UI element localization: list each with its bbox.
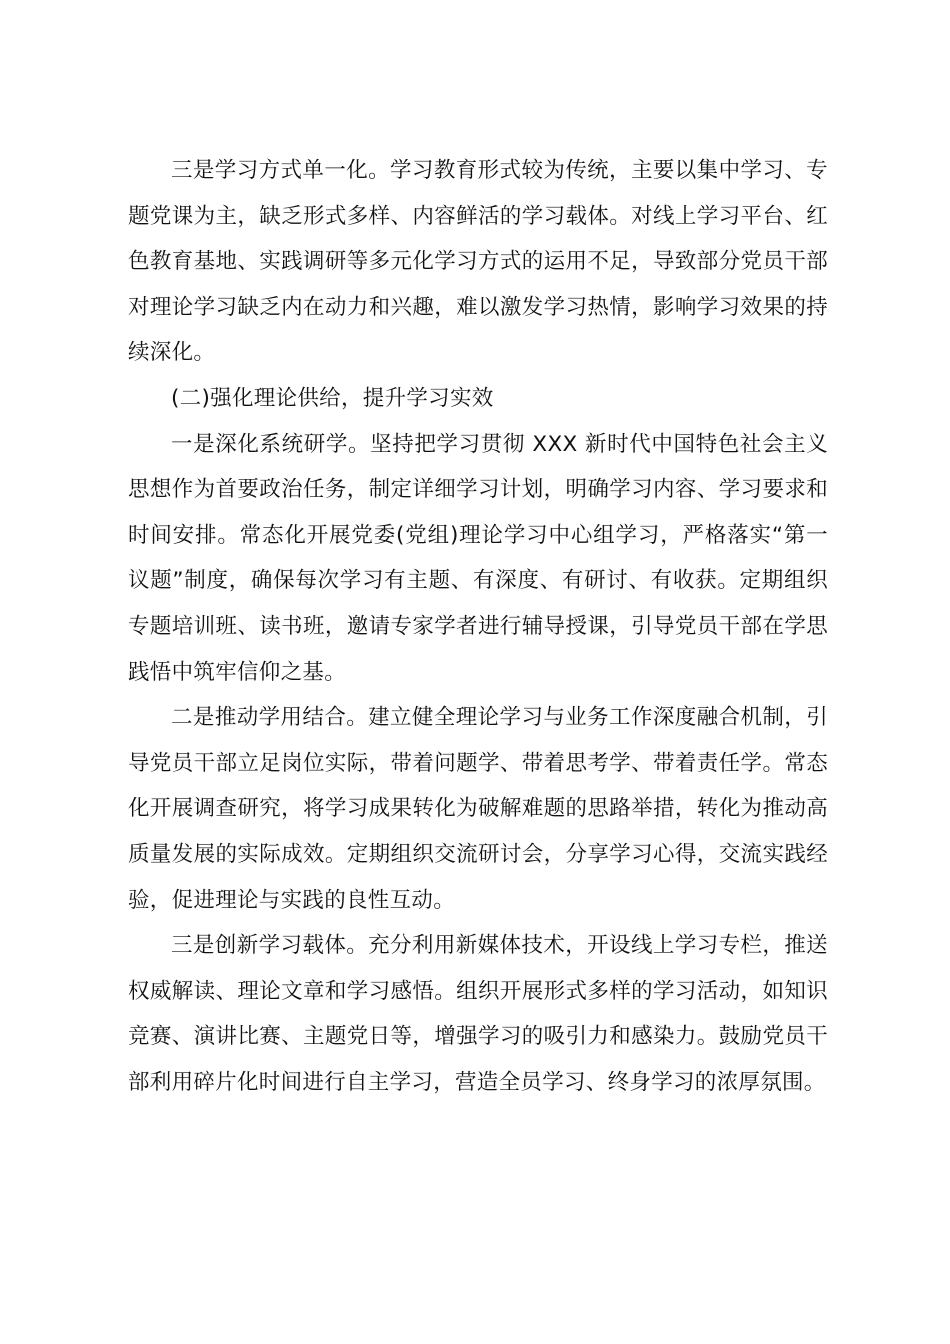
paragraph-learning-method: 三是学习方式单一化。学习教育形式较为传统，主要以集中学习、专题党课为主，缺乏形式多样、内容鲜活的学习载体。对线上学习平台、红色教育基地、实践调研等多元化学习方式的运用不足，导致部分党员干部对理论学习缺乏内在动力和兴趣，难以激发学习热情，影响学习效果的持续深化。 bbox=[128, 158, 828, 366]
document-body bbox=[128, 148, 828, 1105]
section-heading-theory-supply: (二)强化理论供给，提升学习实效 bbox=[171, 385, 494, 411]
paragraph-systematic-study: 一是深化系统研学。坚持把学习贯彻 XXX 新时代中国特色社会主义思想作为首要政治任务，制定详细学习计划，明确学习内容、学习要求和时间安排。常态化开展党委(党组)理论学习中心组学习，严格落实“第一议题”制度，确保每次学习有主题、有深度、有研讨、有收获。定期组织专题培训班、读书班，邀请专家学者进行辅导授课，引导党员干部在学思践悟中筑牢信仰之基。 bbox=[128, 431, 828, 685]
paragraph-study-application: 二是推动学用结合。建立健全理论学习与业务工作深度融合机制，引导党员干部立足岗位实际，带着问题学、带着思考学、带着责任学。常态化开展调查研究，将学习成果转化为破解难题的思路举措，转化为推动高质量发展的实际成效。定期组织交流研讨会，分享学习心得，交流实践经验，促进理论与实践的良性互动。 bbox=[128, 705, 828, 913]
paragraph-innovative-carriers: 三是创新学习载体。充分利用新媒体技术，开设线上学习专栏，推送权威解读、理论文章和学习感悟。组织开展形式多样的学习活动，如知识竞赛、演讲比赛、主题党日等，增强学习的吸引力和感染力。鼓励党员干部利用碎片化时间进行自主学习，营造全员学习、终身学习的浓厚氛围。 bbox=[128, 933, 828, 1095]
